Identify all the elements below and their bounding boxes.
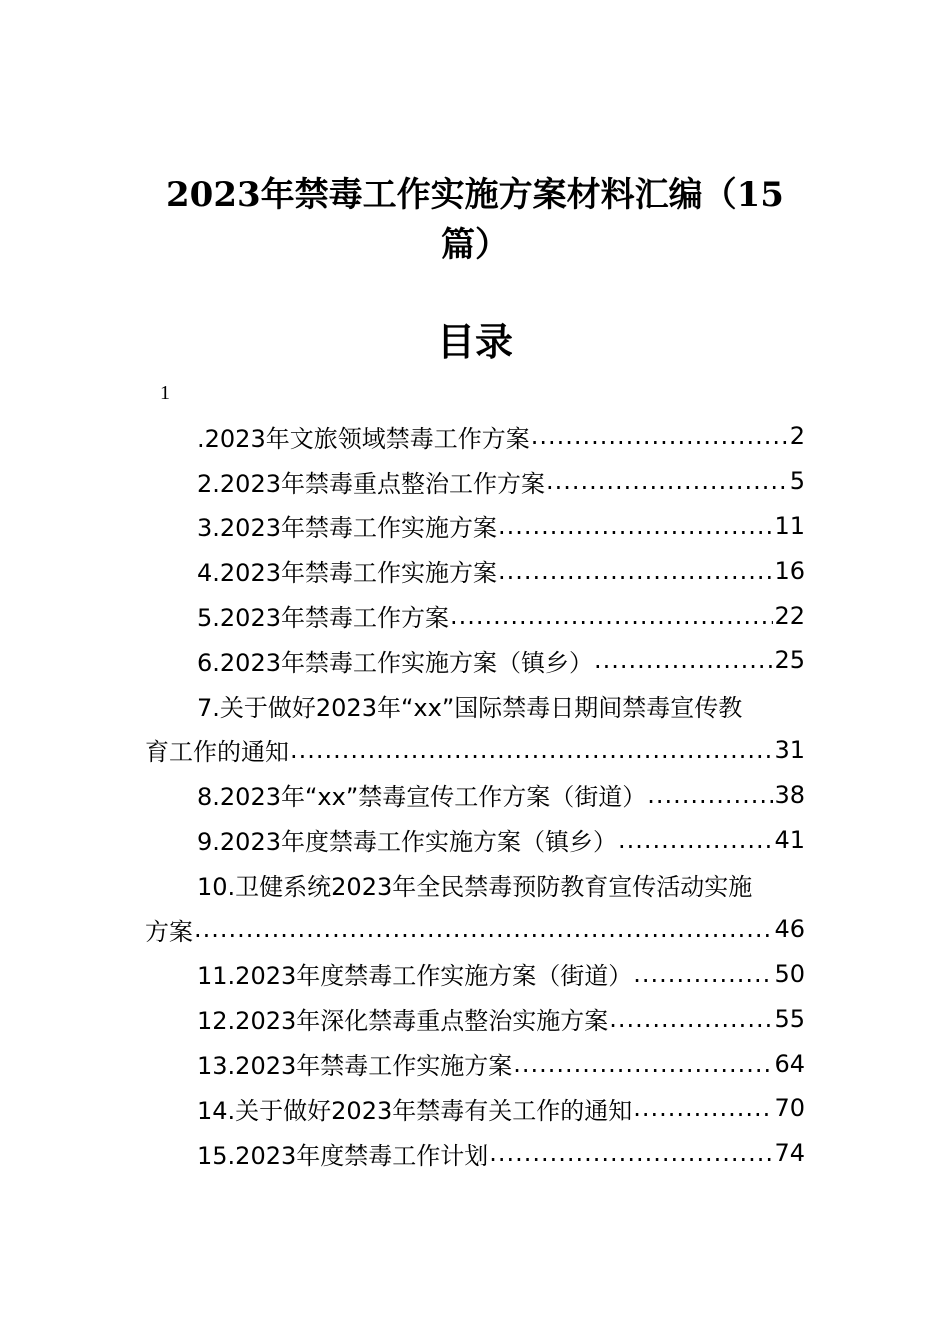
toc-entry[interactable] bbox=[145, 1041, 805, 1086]
toc-page-number: 11 bbox=[774, 511, 805, 540]
toc-entry[interactable] bbox=[145, 593, 805, 638]
toc-entry-title: 14.关于做好2023年禁毒有关工作的通知 bbox=[197, 1096, 633, 1125]
toc-entry-title: 7.关于做好2023年“xx”国际禁毒日期间禁毒宣传教 bbox=[197, 693, 743, 722]
toc-leader-dots bbox=[450, 602, 773, 630]
toc-entry-title: 6.2023年禁毒工作实施方案（镇乡） bbox=[197, 648, 593, 677]
toc-entry-title: .2023年文旅领域禁毒工作方案 bbox=[197, 424, 530, 453]
toc-entry-title-continued: 方案 bbox=[145, 917, 193, 946]
toc-leader-dots bbox=[531, 422, 789, 450]
toc-entry-title: 8.2023年“xx”禁毒宣传工作方案（街道） bbox=[197, 783, 647, 812]
toc-leader-dots bbox=[194, 915, 773, 943]
toc-page-number: 55 bbox=[774, 1004, 805, 1033]
toc-page-number: 2 bbox=[789, 422, 805, 451]
toc-entry-title: 11.2023年度禁毒工作实施方案（街道） bbox=[197, 962, 633, 991]
toc-entry[interactable] bbox=[145, 683, 805, 773]
toc-entry[interactable] bbox=[145, 952, 805, 997]
document-title: 2023年禁毒工作实施方案材料汇编（15篇） bbox=[166, 175, 784, 265]
toc-entry-title-continued: 育工作的通知 bbox=[145, 738, 289, 767]
toc-entry[interactable] bbox=[145, 414, 805, 459]
toc-page-number: 38 bbox=[774, 780, 805, 809]
toc-entry[interactable] bbox=[145, 504, 805, 549]
toc-leader-dots bbox=[489, 1139, 773, 1167]
toc-page-number: 41 bbox=[774, 825, 805, 854]
toc-entry-title: 2.2023年禁毒重点整治工作方案 bbox=[197, 469, 545, 498]
stray-marker: 1 bbox=[160, 382, 170, 404]
toc-leader-dots bbox=[546, 467, 789, 495]
toc-entry-title: 15.2023年度禁毒工作计划 bbox=[197, 1141, 489, 1170]
toc-entry[interactable] bbox=[145, 817, 805, 862]
toc-page-number: 46 bbox=[774, 915, 805, 944]
toc-leader-dots bbox=[647, 781, 773, 809]
toc-page-number: 70 bbox=[774, 1094, 805, 1123]
toc-page-number: 31 bbox=[774, 735, 805, 764]
toc-page-number: 50 bbox=[774, 959, 805, 988]
toc-entry-title: 3.2023年禁毒工作实施方案 bbox=[197, 514, 497, 543]
toc-leader-dots bbox=[633, 960, 773, 988]
toc-leader-dots bbox=[609, 1005, 773, 1033]
toc-heading: 目录 bbox=[436, 319, 513, 364]
toc-entry-title: 4.2023年禁毒工作实施方案 bbox=[197, 559, 497, 588]
toc-page-number: 25 bbox=[774, 646, 805, 675]
toc-leader-dots bbox=[633, 1094, 773, 1122]
toc-page-number: 22 bbox=[774, 601, 805, 630]
toc-page-number: 74 bbox=[774, 1139, 805, 1168]
toc-entry-title: 12.2023年深化禁毒重点整治实施方案 bbox=[197, 1007, 609, 1036]
toc-page-number: 64 bbox=[774, 1049, 805, 1078]
toc-entry[interactable] bbox=[145, 548, 805, 593]
toc-leader-dots bbox=[290, 736, 773, 764]
toc-entry[interactable] bbox=[145, 772, 805, 817]
toc-page-number: 16 bbox=[774, 556, 805, 585]
toc-leader-dots bbox=[513, 1050, 773, 1078]
toc-entry[interactable] bbox=[145, 1086, 805, 1131]
toc-page-number: 5 bbox=[789, 467, 805, 496]
toc-leader-dots bbox=[618, 826, 773, 854]
toc-entry[interactable] bbox=[145, 638, 805, 683]
toc-entry[interactable] bbox=[145, 862, 805, 952]
toc-entry[interactable] bbox=[145, 1131, 805, 1176]
toc-entry[interactable] bbox=[145, 459, 805, 504]
toc-leader-dots bbox=[594, 646, 773, 674]
toc-entry-title: 9.2023年度禁毒工作实施方案（镇乡） bbox=[197, 828, 617, 857]
toc-entry-title: 13.2023年禁毒工作实施方案 bbox=[197, 1052, 513, 1081]
toc-leader-dots bbox=[498, 557, 773, 585]
toc-entry-title: 5.2023年禁毒工作方案 bbox=[197, 604, 449, 633]
toc-entry[interactable] bbox=[145, 996, 805, 1041]
toc-leader-dots bbox=[498, 512, 773, 540]
toc-entry-title: 10.卫健系统2023年全民禁毒预防教育宣传活动实施 bbox=[197, 872, 753, 901]
table-of-contents bbox=[145, 414, 805, 1176]
